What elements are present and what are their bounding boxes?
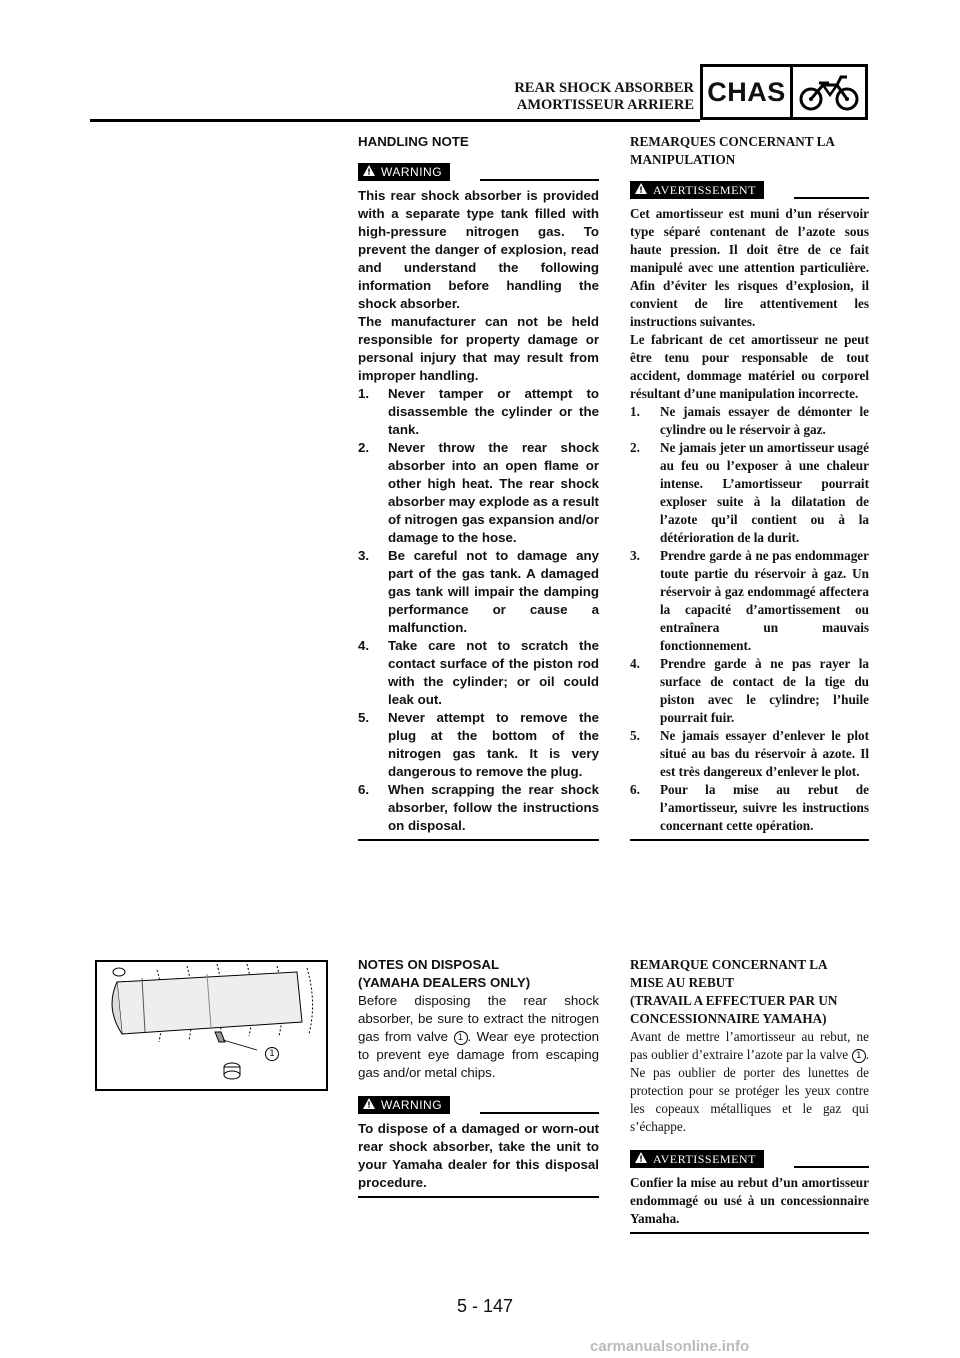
item-number: 3. <box>358 548 370 563</box>
item-text: Take care not to scratch the contact surface of the piston rod with the cylinder; or oil could leak out. <box>388 638 599 707</box>
handling-intro2-en: The manufacturer can not be held responsible for property damage or personal injury that may result from improper handling. <box>358 314 599 383</box>
item-text: Ne jamais essayer d’enlever le plot situé au bas du réservoir à azote. Il est très dangereux d’enlever le plot. <box>660 728 869 779</box>
warning-badge <box>630 1150 764 1168</box>
header-rule <box>90 119 700 122</box>
watermark: carmanualsonline.info <box>590 1338 750 1355</box>
warning-row-en <box>358 1094 599 1114</box>
shock-absorber-figure <box>95 960 328 1091</box>
list-item <box>630 439 869 547</box>
item-number: 2. <box>630 440 640 455</box>
warning-badge <box>358 163 450 181</box>
handling-intro1-fr: Cet amortisseur est muni d’un réservoir type séparé contenant de l’azote sous haute pression. Il doit être de ce fait manipulé avec une attention particulière. Afin d’éviter les risques d’explosion, il convient de lire attentivement les instructions suivantes. <box>630 206 869 329</box>
warning-rule <box>794 1166 869 1168</box>
item-text: Prendre garde à ne pas endommager toute partie du réservoir à gaz. Un réservoir à gaz endommagé affectera la capacité d’amortissement ou entraînera un mauvais fonctionnement. <box>660 548 869 653</box>
handling-heading-fr: REMARQUES CONCERNANT LA MANIPULATION <box>630 134 835 167</box>
figure-callout-1: 1 <box>265 1044 279 1062</box>
section-end-rule <box>358 1196 599 1198</box>
header-title-en: REAR SHOCK ABSORBER <box>514 80 694 96</box>
item-number: 5. <box>630 728 640 743</box>
item-number: 6. <box>358 782 370 797</box>
disposal-note-fr <box>630 956 869 1234</box>
callout-1: 1 <box>852 1049 866 1063</box>
warning-triangle-icon <box>635 181 647 199</box>
warning-rule <box>480 179 599 181</box>
item-number: 4. <box>630 656 640 671</box>
list-item <box>358 439 599 547</box>
list-item <box>358 709 599 781</box>
motorcycle-icon <box>793 67 865 117</box>
list-item <box>630 655 869 727</box>
warning-badge <box>358 1096 450 1114</box>
warning-badge <box>630 181 764 199</box>
warning-row-fr <box>630 1148 869 1168</box>
warning-triangle-icon <box>635 1150 647 1168</box>
callout-1: 1 <box>454 1031 468 1045</box>
item-number: 2. <box>358 440 370 455</box>
handling-intro2-fr: Le fabricant de cet amortisseur ne peut être tenu pour responsable de tout accident, dommage matériel ou corporel résultant d’une manipulation incorrecte. <box>630 332 869 401</box>
disposal-note-en <box>358 956 599 1198</box>
item-text: Pour la mise au rebut de l’amortisseur, suivre les instructions concernant cette opération. <box>660 782 869 833</box>
item-number: 3. <box>630 548 640 563</box>
handling-intro1-en: This rear shock absorber is provided with a separate type tank filled with high-pressure nitrogen gas. To prevent the danger of explosion, read and understand the following information before handling the shock absorber. <box>358 188 599 311</box>
list-item <box>358 637 599 709</box>
list-item <box>358 547 599 637</box>
item-text: Never tamper or attempt to disassemble the cylinder or the tank. <box>388 386 599 437</box>
list-item <box>630 781 869 835</box>
handling-heading-en: HANDLING NOTE <box>358 134 469 149</box>
warning-label: AVERTISSEMENT <box>653 1152 756 1166</box>
item-text: Never attempt to remove the plug at the bottom of the nitrogen gas tank. It is very dangerous to remove the plug. <box>388 710 599 779</box>
disposal-body-fr: Avant de mettre l’amortisseur au rebut, ne pas oublier d’extraire l’azote par la valve 1 . Ne pas oublier de porter des lunettes de protection pour se protéger les yeux contre les copeaux métalliques et le gaz qui s’échappe. <box>630 1029 869 1134</box>
item-number: 1. <box>358 386 370 401</box>
warning-triangle-icon <box>363 1096 375 1114</box>
list-item <box>358 385 599 439</box>
warning-label: AVERTISSEMENT <box>653 183 756 197</box>
item-number: 4. <box>358 638 370 653</box>
item-text: Be careful not to damage any part of the gas tank. A damaged gas tank will impair the damping performance or cause a malfunction. <box>388 548 599 635</box>
disposal-heading1-en: NOTES ON DISPOSAL <box>358 957 500 972</box>
item-number: 6. <box>630 782 640 797</box>
disposal-body-en: Before disposing the rear shock absorber, be sure to extract the nitrogen gas from valve 1 . Wear eye protection to prevent eye damage from escaping gas and/or metal chips. <box>358 993 599 1080</box>
item-text: Ne jamais essayer de démonter le cylindre ou le réservoir à gaz. <box>660 404 869 437</box>
header-title-fr: AMORTISSEUR ARRIERE <box>516 97 694 113</box>
item-text: Ne jamais jeter un amortisseur usagé au feu ou l’exposer à une chaleur intense. L’amortisseur pourrait exploser suite à la dilatation de l’azote qu’il contient ou à la détérioration de la durit. <box>660 440 869 545</box>
disposal-heading2-fr: MISE AU REBUT <box>630 975 735 990</box>
warning-rule <box>480 1112 599 1114</box>
disposal-warning-fr: Confier la mise au rebut d’un amortisseur endommagé ou usé à un concessionnaire Yamaha. <box>630 1175 869 1226</box>
shock-absorber-illustration <box>97 962 326 1089</box>
warning-row-en <box>358 161 599 181</box>
disposal-heading3-fr: (TRAVAIL A EFFECTUER PAR UN <box>630 993 838 1008</box>
list-item <box>630 403 869 439</box>
warning-label: WARNING <box>381 1098 443 1112</box>
item-number: 1. <box>630 404 640 419</box>
warning-label: WARNING <box>381 165 443 179</box>
section-end-rule <box>630 1232 869 1234</box>
item-text: When scrapping the rear shock absorber, follow the instructions on disposal. <box>388 782 599 833</box>
disposal-heading2-en: (YAMAHA DEALERS ONLY) <box>358 975 531 990</box>
disposal-heading1-fr: REMARQUE CONCERNANT LA <box>630 957 828 972</box>
plug-icon <box>224 1063 240 1079</box>
item-number: 5. <box>358 710 370 725</box>
disposal-warning-en: To dispose of a damaged or worn-out rear shock absorber, take the unit to your Yamaha dealer for this disposal procedure. <box>358 1121 599 1190</box>
page-number: 5 - 147 <box>456 1296 514 1316</box>
section-end-rule <box>358 839 599 841</box>
list-item <box>630 547 869 655</box>
warning-rule <box>794 197 869 199</box>
list-item <box>358 781 599 835</box>
warning-row-fr <box>630 179 869 199</box>
warning-triangle-icon <box>363 163 375 181</box>
section-end-rule <box>630 839 869 841</box>
list-item <box>630 727 869 781</box>
item-text: Prendre garde à ne pas rayer la surface de contact de la tige du piston avec le cylindre; l’huile pourrait fuir. <box>660 656 869 725</box>
handling-list-fr <box>630 403 869 835</box>
disposal-heading4-fr: CONCESSIONNAIRE YAMAHA) <box>630 1011 827 1026</box>
handling-note-fr <box>630 133 869 841</box>
handling-list-en <box>358 385 599 835</box>
section-badge <box>700 64 868 120</box>
section-code: CHAS <box>703 67 793 117</box>
handling-note-en <box>358 133 599 841</box>
item-text: Never throw the rear shock absorber into an open flame or other high heat. The rear shock absorber may explode as a result of nitrogen gas expansion and/or damage to the hose. <box>388 440 599 545</box>
